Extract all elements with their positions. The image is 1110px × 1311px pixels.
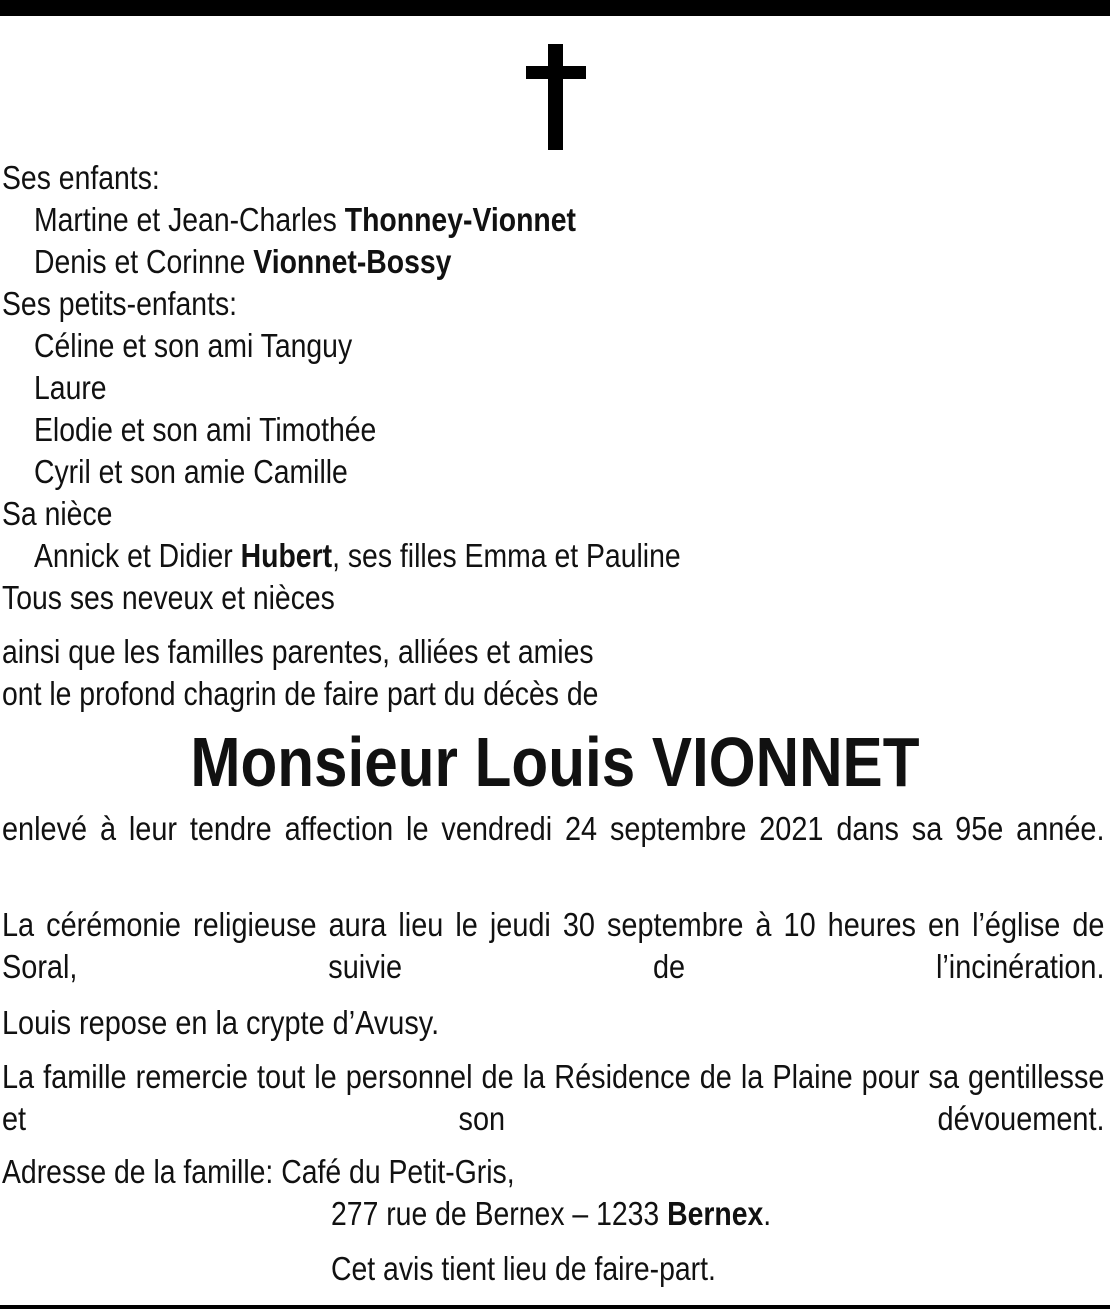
closing-note: Cet avis tient lieu de faire-part. <box>331 1250 716 1287</box>
child-line: Martine et Jean-Charles Thonney-Vionnet <box>34 201 576 238</box>
address-label: Adresse de la famille: <box>2 1153 282 1190</box>
nephews-line: Tous ses neveux et nièces <box>2 579 335 616</box>
cross-icon <box>526 44 586 150</box>
rest-paragraph: Louis repose en la crypte d’Avusy. <box>2 1004 440 1041</box>
niece-line: Annick et Didier Hubert, ses filles Emma et Pauline <box>34 537 681 574</box>
address-line: Adresse de la famille: Café du Petit-Gris, <box>2 1153 515 1190</box>
passing-paragraph: enlevé à leur tendre affection le vendredi 24 septembre 2021 dans sa 95e année. <box>2 810 1105 847</box>
deceased-name: Monsieur Louis VIONNET <box>190 723 920 801</box>
top-rule <box>0 0 1110 16</box>
announcement-line: ainsi que les familles parentes, alliées et amies <box>2 633 594 670</box>
child-line: Denis et Corinne Vionnet-Bossy <box>34 243 452 280</box>
niece-header: Sa nièce <box>2 495 113 532</box>
bottom-rule <box>0 1305 1110 1309</box>
announcement-line: ont le profond chagrin de faire part du décès de <box>2 675 599 712</box>
address-line: 277 rue de Bernex – 1233 Bernex. <box>331 1195 772 1232</box>
grandchild-line: Laure <box>34 369 107 406</box>
children-header: Ses enfants: <box>2 159 160 196</box>
grandchild-line: Elodie et son ami Timothée <box>34 411 377 448</box>
ceremony-paragraph: La cérémonie religieuse aura lieu le jeudi 30 septembre à 10 heures en l’église de Soral, suivie de l’incinération. <box>2 906 1105 985</box>
grandchild-line: Céline et son ami Tanguy <box>34 327 353 364</box>
grandchildren-header: Ses petits-enfants: <box>2 285 238 322</box>
grandchild-line: Cyril et son amie Camille <box>34 453 348 490</box>
thanks-paragraph: La famille remercie tout le personnel de la Résidence de la Plaine pour sa gentillesse et son dévouement. <box>2 1058 1105 1137</box>
